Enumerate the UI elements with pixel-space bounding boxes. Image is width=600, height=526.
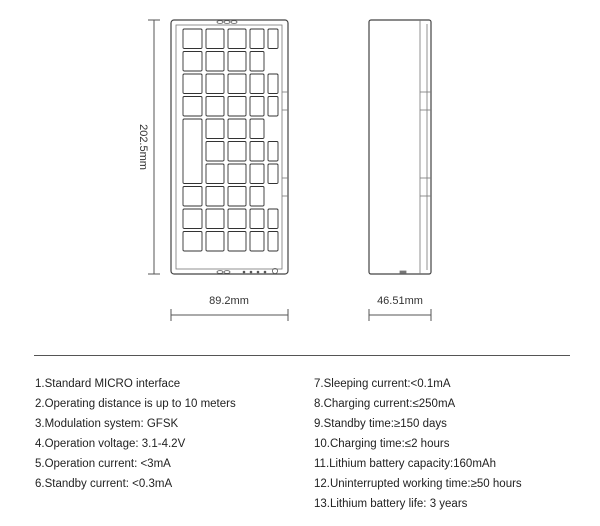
keyboard-key xyxy=(268,97,278,117)
keyboard-key xyxy=(228,232,246,252)
specs-list-right xyxy=(314,374,522,514)
keyboard-front-view xyxy=(171,20,288,274)
keyboard-key xyxy=(250,97,264,117)
keyboard-key xyxy=(228,119,246,139)
width-dimension xyxy=(171,309,288,321)
keyboard-key xyxy=(228,187,246,207)
keyboard-key xyxy=(250,142,264,162)
spec-item: 12.Uninterrupted working time:≥50 hours xyxy=(314,478,522,490)
keyboard-key xyxy=(228,97,246,117)
keyboard-key xyxy=(250,29,264,49)
keyboard-key xyxy=(268,142,278,162)
keyboard-side-view xyxy=(369,20,431,274)
keyboard-key xyxy=(250,187,264,207)
spec-item: 13.Lithium battery life: 3 years xyxy=(314,498,468,510)
keyboard-key xyxy=(206,52,224,72)
keyboard-key xyxy=(183,187,202,207)
keyboard-key xyxy=(183,119,202,184)
depth-dimension xyxy=(369,309,431,321)
keyboard-key xyxy=(268,74,278,94)
spec-item: 6.Standby current: <0.3mA xyxy=(35,478,173,490)
keyboard-key xyxy=(228,142,246,162)
width-label: 89.2mm xyxy=(209,295,249,307)
keyboard-key xyxy=(206,97,224,117)
keyboard-key xyxy=(268,29,278,49)
keyboard-key xyxy=(206,142,224,162)
keyboard-key xyxy=(268,209,278,229)
keyboard-key xyxy=(183,232,202,252)
keyboard-key xyxy=(250,232,264,252)
keyboard-key xyxy=(206,232,224,252)
keyboard-key xyxy=(206,29,224,49)
keyboard-key xyxy=(250,74,264,94)
keyboard-key xyxy=(228,52,246,72)
keyboard-key xyxy=(228,29,246,49)
spec-item: 10.Charging time:≤2 hours xyxy=(314,438,450,450)
keyboard-key xyxy=(228,209,246,229)
spec-item: 7.Sleeping current:<0.1mA xyxy=(314,378,451,390)
spec-item: 4.Operation voltage: 3.1-4.2V xyxy=(35,438,186,450)
keyboard-key xyxy=(228,164,246,184)
spec-item: 1.Standard MICRO interface xyxy=(35,378,181,390)
keyboard-key xyxy=(183,29,202,49)
keyboard-key xyxy=(268,164,278,184)
keyboard-key xyxy=(183,97,202,117)
spec-item: 2.Operating distance is up to 10 meters xyxy=(35,398,236,410)
specs-list-left xyxy=(35,374,236,494)
keyboard-key xyxy=(206,164,224,184)
keyboard-key xyxy=(250,52,264,72)
keyboard-key xyxy=(250,209,264,229)
keyboard-key xyxy=(228,74,246,94)
keyboard-key xyxy=(183,52,202,72)
spec-item: 5.Operation current: <3mA xyxy=(35,458,171,470)
keyboard-key xyxy=(206,187,224,207)
keyboard-key xyxy=(206,209,224,229)
spec-item: 9.Standby time:≥150 days xyxy=(314,418,447,430)
keyboard-key xyxy=(206,119,224,139)
height-label: 202.5mm xyxy=(137,124,149,170)
keyboard-key xyxy=(250,119,264,139)
spec-item: 8.Charging current:≤250mA xyxy=(314,398,456,410)
keyboard-key xyxy=(183,74,202,94)
spec-item: 11.Lithium battery capacity:160mAh xyxy=(314,458,496,470)
depth-label: 46.51mm xyxy=(377,295,423,307)
section-divider xyxy=(34,355,570,356)
keyboard-key xyxy=(183,209,202,229)
keyboard-key xyxy=(268,232,278,252)
spec-item: 3.Modulation system: GFSK xyxy=(35,418,179,430)
keyboard-key xyxy=(250,164,264,184)
keyboard-key xyxy=(206,74,224,94)
